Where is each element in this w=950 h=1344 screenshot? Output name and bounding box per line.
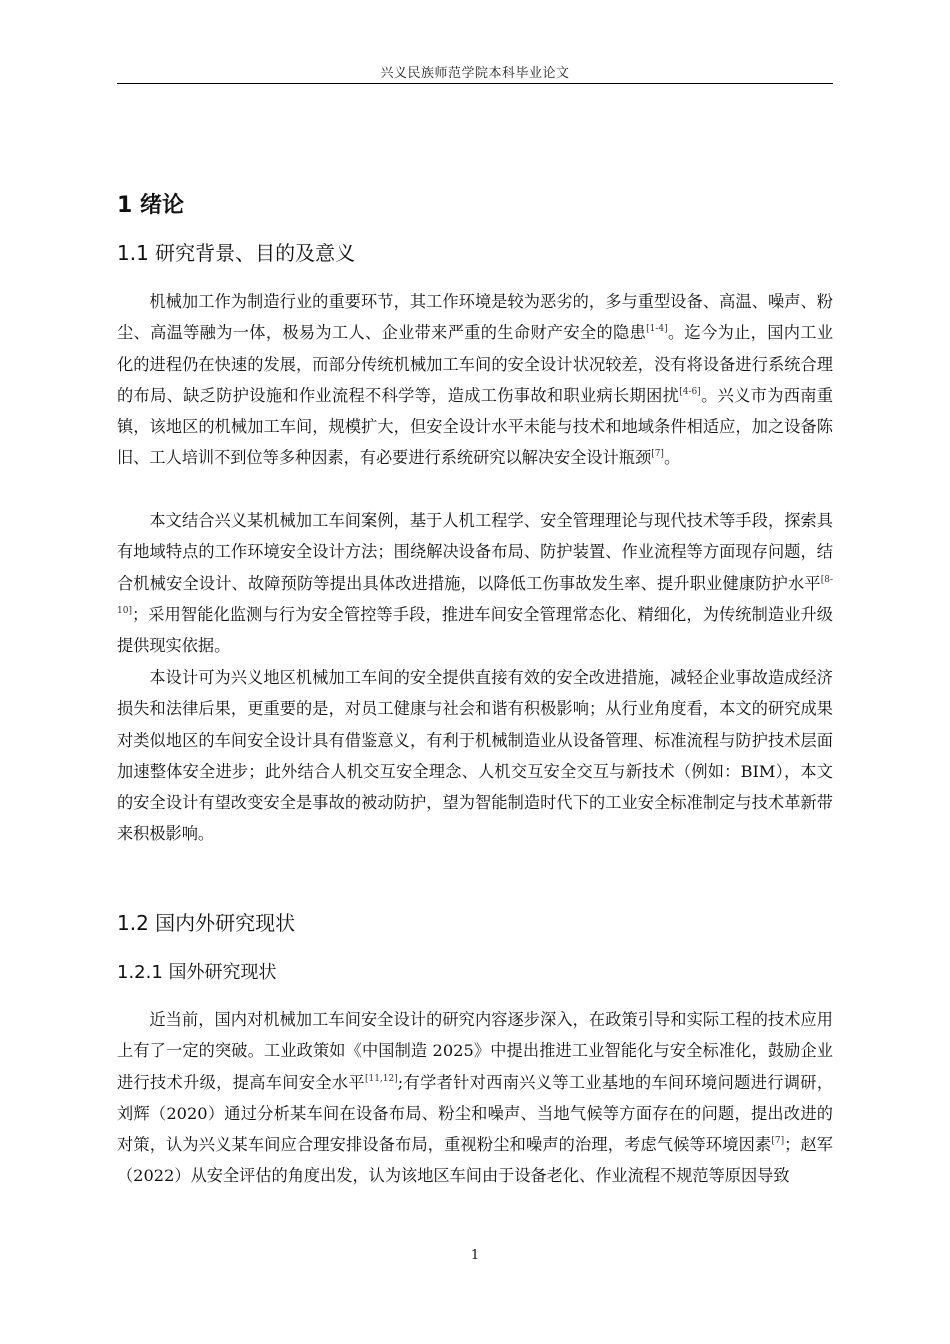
citation[interactable]: [7] — [651, 449, 664, 460]
citation[interactable]: [1-4] — [646, 324, 668, 335]
citation[interactable]: [11,12] — [364, 1073, 398, 1084]
citation[interactable]: [8-10] — [117, 574, 833, 616]
citation[interactable]: [7] — [771, 1136, 785, 1147]
subsection-title-1-2-1: 1.2.1 国外研究现状 — [117, 962, 277, 983]
citation[interactable]: [4-6] — [679, 386, 701, 397]
section-title-1-1: 1.1 研究背景、目的及意义 — [117, 241, 356, 265]
page-number: 1 — [470, 1248, 480, 1263]
header-rule — [117, 83, 833, 84]
paragraph-foreign-research: 近当前，国内对机械加工车间安全设计的研究内容逐步深入，在政策引导和实际工程的技术应用上有了一定的突破。工业政策如《中国制造 2025》中提出推进工业智能化与安全标准化，鼓励企业进行技术升级，提高车间安全水平[11,12];有学者针对西南兴义等工业基地的车间环境问题进行调研，刘辉（2020）通过分析某车间在设备布局、粉尘和噪声、当地气候等方面存在的问题，提出改进的对策，认为兴义某车间应合理安排设备布局，重视粉尘和噪声的治理，考虑气候等环境因素[7]；赵军（2022）从安全评估的角度出发，认为该地区车间由于设备老化、作业流程不规范等原因导致 — [117, 1010, 834, 1186]
running-header: 兴义民族师范学院本科毕业论文 — [380, 66, 570, 81]
paragraph-background: 机械加工作为制造行业的重要环节，其工作环境是较为恶劣的，多与重型设备、高温、噪声、粉尘、高温等融为一体，极易为工人、企业带来严重的生命财产安全的隐患[1-4]。迄今为止，国内工业化的进程仍在快速的发展，而部分传统机械加工车间的安全设计状况较差，没有将设备进行系统合理的布局、缺乏防护设施和作业流程不科学等，造成工伤事故和职业病长期困扰[4-6]。兴义市为西南重镇，该地区的机械加工车间，规模扩大，但安全设计水平未能与技术和地域条件相适应，加之设备陈旧、工人培训不到位等多种因素，有必要进行系统研究以解决安全设计瓶颈[7]。 — [117, 292, 834, 468]
paragraph-purpose: 本文结合兴义某机械加工车间案例，基于人机工程学、安全管理理论与现代技术等手段，探索具有地域特点的工作环境安全设计方法；围绕解决设备布局、防护装置、作业流程等方面现存问题，结合机械安全设计、故障预防等提出具体改进措施，以降低工伤事故发生率、提升职业健康防护水平[8-10]；采用智能化监测与行为安全管控等手段，推进车间安全管理常态化、精细化，为传统制造业升级提供现实依据。 — [117, 511, 833, 656]
paragraph-significance: 本设计可为兴义地区机械加工车间的安全提供直接有效的安全改进措施，减轻企业事故造成经济损失和法律后果，更重要的是，对员工健康与社会和谐有积极影响；从行业角度看，本文的研究成果对类似地区的车间安全设计具有借鉴意义，有利于机械制造业从设备管理、标准流程与防护技术层面加速整体安全进步；此外结合人机交互安全理念、人机交互安全交互与新技术（例如：BIM），本文的安全设计有望改变安全是事故的被动防护，望为智能制造时代下的工业安全标准制定与技术革新带来积极影响。 — [117, 668, 833, 844]
chapter-title: 1 绪论 — [117, 193, 184, 218]
section-title-1-2: 1.2 国内外研究现状 — [117, 911, 296, 935]
